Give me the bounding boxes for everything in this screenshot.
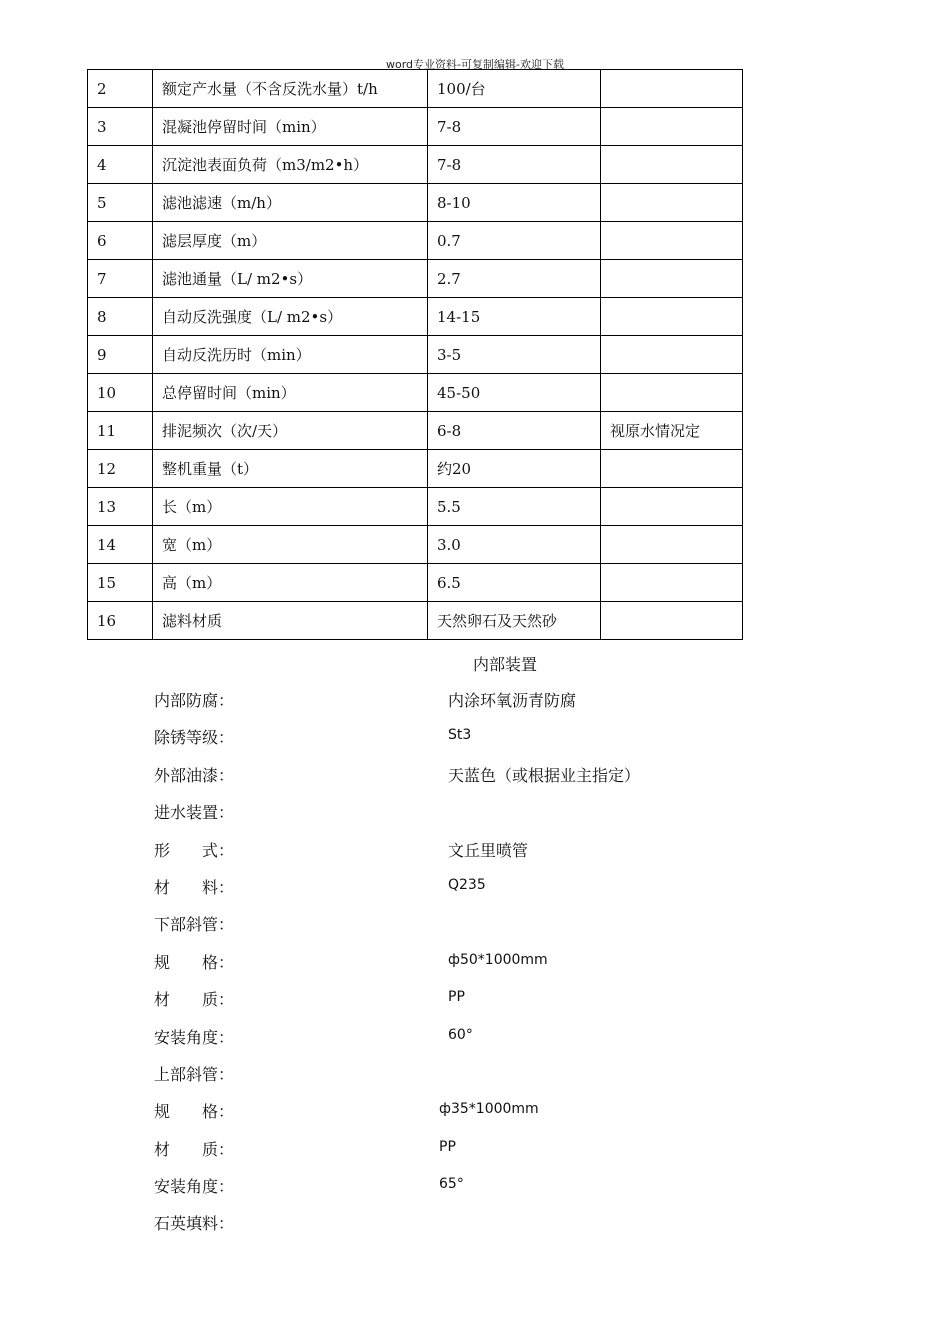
item-value: 内涂环氧沥青防腐: [448, 691, 577, 710]
list-item: [154, 798, 854, 835]
row-number: 7: [88, 260, 153, 298]
item-label: 材 料：: [154, 877, 235, 897]
item-label: 进水装置：: [154, 803, 235, 823]
row-item: 自动反洗强度（L/ m2•s）: [153, 298, 428, 336]
row-value: 0.7: [428, 222, 601, 260]
item-value: Q235: [448, 876, 486, 893]
row-remark: [601, 602, 743, 640]
row-remark: [601, 184, 743, 222]
row-number: 6: [88, 222, 153, 260]
row-number: 9: [88, 336, 153, 374]
row-number: 8: [88, 298, 153, 336]
row-value: 2.7: [428, 260, 601, 298]
row-value: 约20: [428, 450, 601, 488]
row-item: 滤池滤速（m/h）: [153, 184, 428, 222]
item-label: 材 质：: [154, 990, 235, 1010]
row-value: 8-10: [428, 184, 601, 222]
table-row: [88, 146, 743, 184]
table-row: [88, 184, 743, 222]
item-label: 规 格：: [154, 952, 235, 972]
table-row: [88, 450, 743, 488]
row-remark: [601, 146, 743, 184]
list-item: [154, 1135, 854, 1172]
table-row: [88, 222, 743, 260]
list-item: [154, 985, 854, 1022]
row-remark: [601, 260, 743, 298]
table-row: [88, 70, 743, 108]
item-label: 安装角度：: [154, 1177, 235, 1197]
list-item: [154, 836, 854, 873]
row-number: 15: [88, 564, 153, 602]
row-remark: [601, 108, 743, 146]
row-remark: [601, 374, 743, 412]
row-remark: [601, 222, 743, 260]
section-title: 内部装置: [472, 655, 537, 674]
row-item: 混凝池停留时间（min）: [153, 108, 428, 146]
table-row: [88, 488, 743, 526]
row-item: 总停留时间（min）: [153, 374, 428, 412]
spec-table: [87, 69, 743, 640]
internal-device-list: [154, 686, 854, 1247]
item-label: 上部斜管：: [154, 1064, 235, 1084]
row-remark: [601, 298, 743, 336]
item-label: 安装角度：: [154, 1027, 235, 1047]
row-number: 11: [88, 412, 153, 450]
list-item: [154, 1097, 854, 1134]
row-value: 5.5: [428, 488, 601, 526]
row-value: 14-15: [428, 298, 601, 336]
list-item: [154, 873, 854, 910]
table-row: [88, 602, 743, 640]
row-number: 4: [88, 146, 153, 184]
table-row: [88, 412, 743, 450]
table-row: [88, 374, 743, 412]
row-remark: 视原水情况定: [601, 412, 743, 450]
item-value: PP: [448, 989, 465, 1006]
row-number: 3: [88, 108, 153, 146]
row-value: 天然卵石及天然砂: [428, 602, 601, 640]
list-item: [154, 1023, 854, 1060]
table-row: [88, 260, 743, 298]
item-value: 天蓝色（或根据业主指定）: [448, 765, 641, 785]
row-remark: [601, 336, 743, 374]
list-item: [154, 910, 854, 947]
list-item: [154, 1209, 854, 1246]
row-item: 高（m）: [153, 564, 428, 602]
header-note: word专业资料-可复制编辑-欢迎下载: [386, 58, 564, 71]
table-row: [88, 336, 743, 374]
row-item: 滤料材质: [153, 602, 428, 640]
row-value: 7-8: [428, 108, 601, 146]
row-value: 3-5: [428, 336, 601, 374]
item-value: 60°: [448, 1026, 473, 1043]
row-item: 长（m）: [153, 488, 428, 526]
table-row: [88, 298, 743, 336]
row-item: 滤层厚度（m）: [153, 222, 428, 260]
item-label: 规 格：: [154, 1102, 235, 1122]
table-row: [88, 108, 743, 146]
item-label: 外部油漆：: [154, 765, 235, 785]
row-value: 7-8: [428, 146, 601, 184]
list-item: [154, 1172, 854, 1209]
row-number: 16: [88, 602, 153, 640]
list-item: [154, 1060, 854, 1097]
item-label: 下部斜管：: [154, 915, 235, 935]
row-remark: [601, 526, 743, 564]
row-remark: [601, 488, 743, 526]
row-item: 沉淀池表面负荷（m3/m2•h）: [153, 146, 428, 184]
table-row: [88, 526, 743, 564]
item-label: 除锈等级：: [154, 728, 235, 748]
row-number: 2: [88, 70, 153, 108]
row-item: 滤池通量（L/ m2•s）: [153, 260, 428, 298]
table-row: [88, 564, 743, 602]
item-value: St3: [448, 727, 472, 744]
row-item: 排泥频次（次/天）: [153, 412, 428, 450]
item-value: ф50*1000mm: [448, 951, 548, 968]
row-number: 10: [88, 374, 153, 412]
row-value: 6-8: [428, 412, 601, 450]
item-value: 文丘里喷管: [448, 840, 529, 860]
row-number: 5: [88, 184, 153, 222]
item-value: 65°: [439, 1176, 464, 1193]
row-number: 14: [88, 526, 153, 564]
row-remark: [601, 450, 743, 488]
list-item: [154, 723, 854, 760]
item-label: 材 质：: [154, 1139, 235, 1159]
row-value: 100/台: [428, 70, 601, 108]
row-remark: [601, 70, 743, 108]
list-item: [154, 686, 854, 723]
row-item: 额定产水量（不含反洗水量）t/h: [153, 70, 428, 108]
item-value: PP: [439, 1138, 456, 1155]
item-label: 形 式：: [154, 840, 235, 860]
item-label: 石英填料：: [154, 1214, 235, 1234]
row-value: 45-50: [428, 374, 601, 412]
row-number: 13: [88, 488, 153, 526]
item-label: 内部防腐：: [154, 691, 235, 710]
row-number: 12: [88, 450, 153, 488]
list-item: [154, 948, 854, 985]
row-item: 自动反洗历时（min）: [153, 336, 428, 374]
list-item: [154, 761, 854, 798]
row-value: 6.5: [428, 564, 601, 602]
row-remark: [601, 564, 743, 602]
row-item: 宽（m）: [153, 526, 428, 564]
row-value: 3.0: [428, 526, 601, 564]
row-item: 整机重量（t）: [153, 450, 428, 488]
item-value: ф35*1000mm: [439, 1101, 539, 1118]
